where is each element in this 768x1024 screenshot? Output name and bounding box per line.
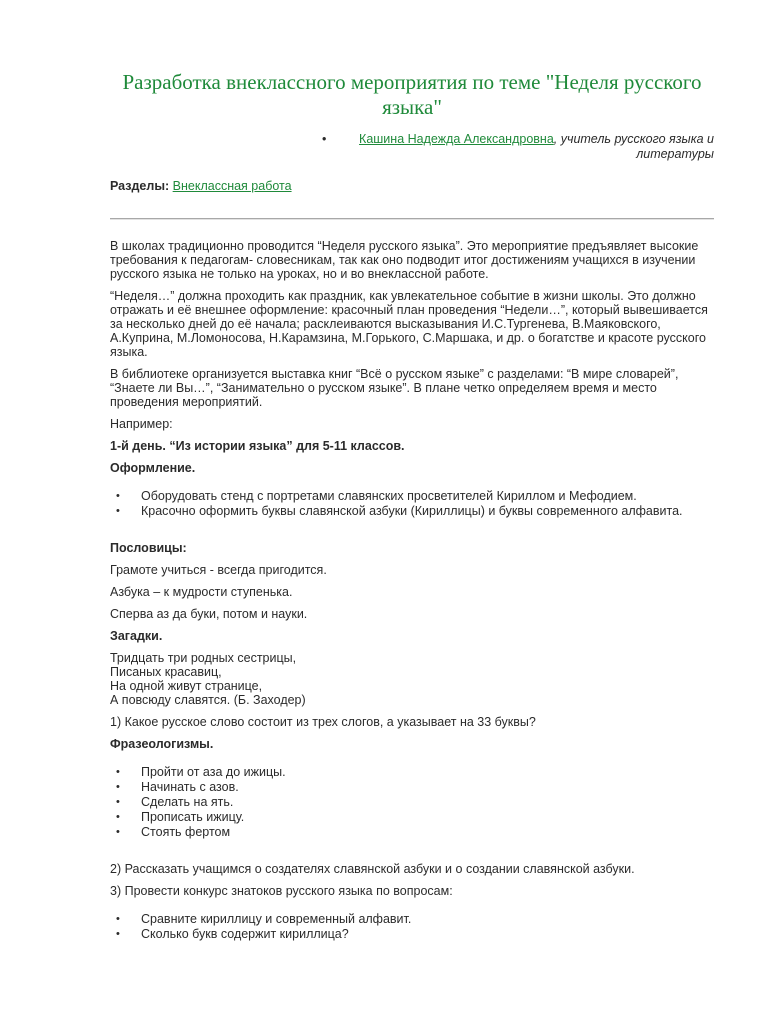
- sections-label: Разделы:: [110, 179, 170, 193]
- paragraph: “Неделя…” должна проходить как праздник, как увлекательное событие в жизни школы. Это должно отражать и её внешнее оформление: красочный план проведения “Недели…”, который вывешивается за несколько дней до её начала; расклеиваются высказывания И.С.Тургенева, В.Маяковского, А.Куприна, М.Ломоносова, Н.Карамзина, М.Горького, С.Маршака, и др. о богатстве и красоте русского языка.: [110, 289, 708, 359]
- list-item: • Сравните кириллицу и современный алфавит.: [110, 912, 714, 927]
- riddle-line: Писаных красавиц,: [110, 665, 222, 679]
- riddle-line: На одной живут странице,: [110, 679, 263, 693]
- proverb: Азбука – к мудрости ступенька.: [110, 585, 293, 599]
- riddle: [110, 651, 714, 707]
- decoration-heading: Оформление.: [110, 461, 196, 475]
- question: 3) Провести конкурс знатоков русского языка по вопросам:: [110, 884, 453, 898]
- paragraph: В библиотеке организуется выставка книг “Всё о русском языке” с разделами: “В мире словарей”, “Знаете ли Вы…”, “Занимательно о русском языке”. В плане четко определяем время и место проведения мероприятий.: [110, 367, 679, 409]
- proverb: Сперва аз да буки, потом и науки.: [110, 607, 308, 621]
- section-link[interactable]: Внеклассная работа: [172, 179, 292, 193]
- quiz-list: [110, 912, 714, 942]
- list-item: • Пройти от аза до ижицы.: [110, 765, 714, 780]
- sections-line: [110, 179, 292, 193]
- phrase-list: [110, 765, 714, 840]
- list-item: • Стоять фертом: [110, 825, 714, 840]
- author-link[interactable]: Кашина Надежда Александровна: [359, 132, 554, 146]
- proverbs-heading: Пословицы:: [110, 541, 187, 555]
- author-role: , учитель русского языка и литературы: [553, 132, 714, 161]
- decoration-list: [110, 489, 714, 519]
- list-item: • Начинать с азов.: [110, 780, 714, 795]
- author-line: [310, 132, 714, 162]
- list-item: • Сделать на ять.: [110, 795, 714, 810]
- divider: [110, 218, 714, 220]
- riddles-heading: Загадки.: [110, 629, 163, 643]
- list-item: • Красочно оформить буквы славянской азбуки (Кириллицы) и буквы современного алфавита.: [110, 504, 714, 519]
- riddle-line: Тридцать три родных сестрицы,: [110, 651, 297, 665]
- list-item: • Оборудовать стенд с портретами славянских просветителей Кириллом и Мефодием.: [110, 489, 714, 504]
- page-title: Разработка внеклассного мероприятия по теме "Неделя русского языка": [122, 70, 702, 119]
- bullet-icon: •: [322, 132, 327, 146]
- article-body: [110, 239, 714, 956]
- question: 2) Рассказать учащимся о создателях славянской азбуки и о создании славянской азбуки.: [110, 862, 635, 876]
- list-item: • Сколько букв содержит кириллица?: [110, 927, 714, 942]
- paragraph: В школах традиционно проводится “Неделя русского языка”. Это мероприятие предъявляет высокие требования к педагогам- словесникам, так как оно подводит итог достижениям учащихся в изучении русского языка не только на уроках, но и во внеклассной работе.: [110, 239, 699, 281]
- question: 1) Какое русское слово состоит из трех слогов, а указывает на 33 буквы?: [110, 715, 536, 729]
- proverb: Грамоте учиться - всегда пригодится.: [110, 563, 327, 577]
- day-heading: 1-й день. “Из истории языка” для 5-11 классов.: [110, 439, 405, 453]
- list-item: • Прописать ижицу.: [110, 810, 714, 825]
- riddle-line: А повсюду славятся. (Б. Заходер): [110, 693, 306, 707]
- paragraph: Например:: [110, 417, 173, 431]
- phrases-heading: Фразеологизмы.: [110, 737, 214, 751]
